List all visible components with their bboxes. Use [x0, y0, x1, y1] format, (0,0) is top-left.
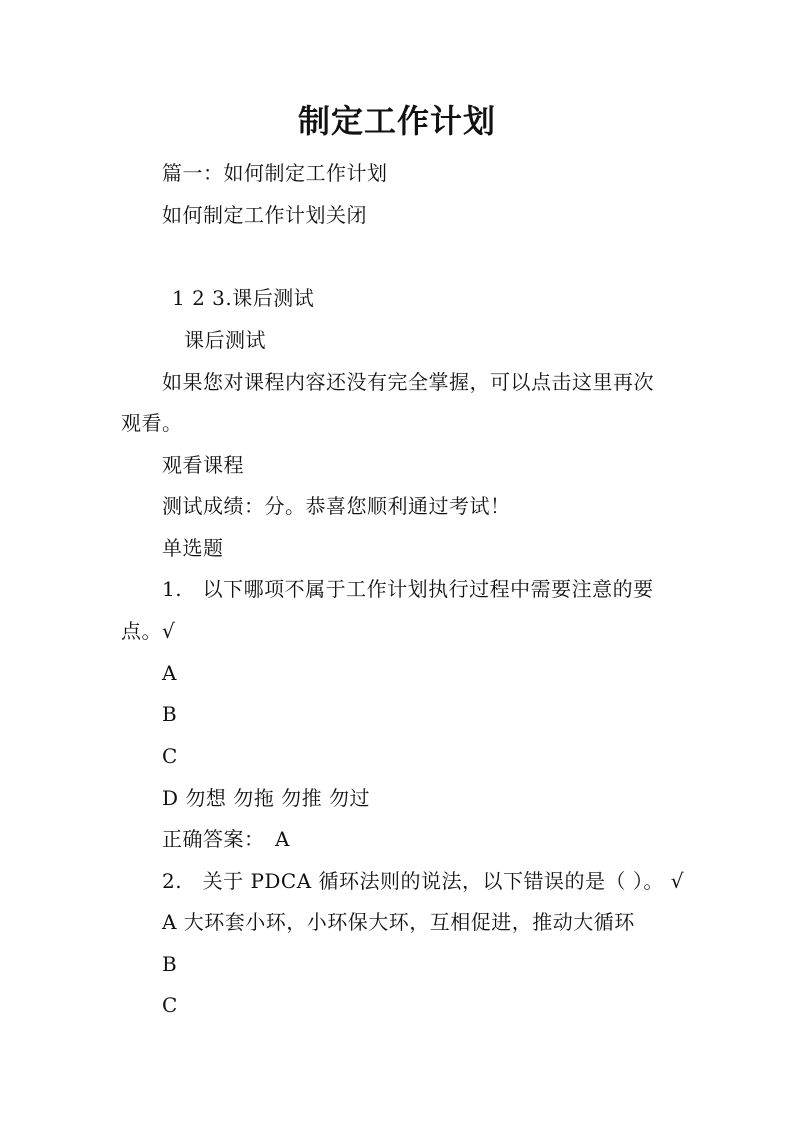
- text-line: 观看课程: [162, 453, 244, 477]
- answer-option: B: [162, 952, 178, 976]
- question-text: 点。√: [121, 619, 176, 643]
- correct-answer: 正确答案： A: [162, 827, 290, 851]
- answer-option: D 勿想 勿拖 勿推 勿过: [162, 786, 370, 810]
- answer-option: A 大环套小环，小环保大环，互相促进，推动大循环: [162, 910, 635, 934]
- question-text: 1. 以下哪项不属于工作计划执行过程中需要注意的要: [162, 577, 654, 601]
- answer-option: C: [162, 993, 178, 1017]
- text-line: 如何制定工作计划关闭: [162, 203, 367, 227]
- text-line: 观看。: [121, 411, 183, 435]
- answer-option: B: [162, 702, 178, 726]
- answer-option: A: [162, 661, 177, 685]
- text-line: 如果您对课程内容还没有完全掌握，可以点击这里再次: [162, 370, 654, 394]
- text-line: 篇一：如何制定工作计划: [162, 161, 388, 185]
- answer-option: C: [162, 744, 178, 768]
- document-title: 制定工作计划: [297, 102, 496, 140]
- question-text: 2. 关于 PDCA 循环法则的说法，以下错误的是（ ）。 √: [162, 869, 684, 893]
- text-line: 课后测试: [184, 328, 266, 352]
- section-heading: 单选题: [162, 536, 224, 560]
- text-line: 1 2 3.课后测试: [172, 286, 315, 310]
- text-line: 测试成绩：分。恭喜您顺利通过考试！: [162, 494, 511, 518]
